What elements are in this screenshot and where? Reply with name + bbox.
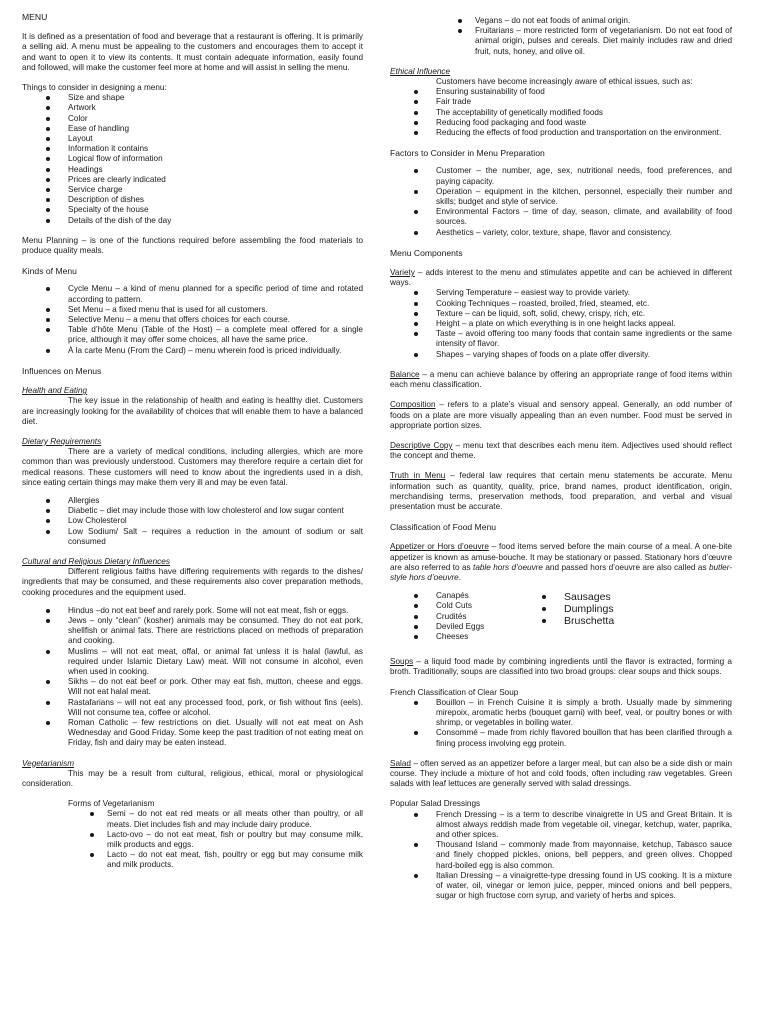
bullet-icon (46, 519, 50, 523)
french-classification-heading: French Classification of Clear Soup (390, 687, 519, 697)
list-item: Ensuring sustainability of food (390, 87, 732, 97)
bullet-icon (414, 169, 418, 173)
variety-term: Variety (390, 268, 415, 278)
appetizer-list-right (538, 591, 688, 627)
bullet-icon (46, 609, 50, 613)
bullet-icon (46, 219, 50, 223)
list-item: Sausages (538, 591, 688, 603)
dressings-list (390, 810, 732, 902)
menu-definition: It is defined as a presentation of food and beverage that a restaurant is offering. It is primarily a selling aid. A menu must be appealing to the customers and encourages them to accept it and want to open it to view its contents. It must contain adequate information, easily found and followed, will make the customer feel more at home and will assist in selling the menu. (22, 32, 363, 72)
bullet-icon (542, 619, 546, 623)
composition-term: Composition (390, 400, 436, 410)
bullet-icon (414, 813, 418, 817)
list-item: Reducing food packaging and food waste (390, 118, 732, 128)
left-column (22, 12, 363, 871)
bullet-icon (458, 19, 462, 23)
list-item: Thousand Island – commonly made from mayonnaise, ketchup, Tabasco sauce and finely chopped pickles, onions, bell peppers, and green olives. Chopped hard-boiled egg is also common. (390, 840, 732, 871)
list-item: Information it contains (22, 144, 363, 154)
bullet-icon (46, 157, 50, 161)
menu-title: MENU (22, 12, 48, 22)
health-text: The key issue in the relationship of health and eating is healthy diet. Customers are increasingly looking for the availability of choices that will enable them to have a balanced diet. (22, 396, 363, 426)
bullet-icon (414, 210, 418, 214)
veg-forms-list-continued (390, 16, 732, 57)
components-heading: Menu Components (390, 247, 463, 258)
bullet-icon (414, 302, 418, 306)
list-item: Specialty of the house (22, 205, 363, 215)
bullet-icon (414, 731, 418, 735)
list-item: Allergies (22, 496, 363, 506)
appetizer-examples (390, 591, 732, 647)
bullet-icon (414, 90, 418, 94)
bullet-icon (46, 208, 50, 212)
salad-text: Salad – often served as an appetizer before a larger meal, but can also be a side dish or main course. They include a mixture of hot and cold foods, often including raw vegetables. Green salads with leaf lettuces are generally served with salad dressings. (390, 758, 732, 789)
list-item: Selective Menu – a menu that offers choices for each course. (22, 315, 363, 325)
list-item: The acceptability of genetically modified foods (390, 108, 732, 118)
list-item: Lacto – do not eat meat, fish, poultry or egg but may consume milk and milk products. (22, 850, 363, 870)
cultural-text: Different religious faiths have differing requirements with regards to the dishes/ ingredients that may be consumed, and these requirements also cover preparation methods, cooking procedures and the equipment used. (22, 567, 363, 597)
list-item: Serving Temperature – easiest way to provide variety. (390, 288, 732, 298)
list-item: Italian Dressing – a vinaigrette-type dressing found in US cooking. It is a mixture of water, oil, vinegar or lemon juice, pepper, minced onions and bell peppers, sugar or high fructose corn syrup, and variety of herbs and spices. (390, 871, 732, 902)
list-item: Roman Catholic – few restrictions on diet. Usually will not eat meat on Ash Wednesday and Good Friday. Some keep the past tradition of not eating meat on Friday, fish and dairy may be eaten instead. (22, 718, 363, 749)
list-item: Ease of handling (22, 124, 363, 134)
bullet-icon (414, 291, 418, 295)
dietary-list (22, 496, 363, 547)
bullet-icon (46, 198, 50, 202)
list-item: Taste – avoid offering too many foods that contain same ingredients or the same intensity of flavor. (390, 329, 732, 349)
list-item: Height – a plate on which everything is in one height lacks appeal. (390, 319, 732, 329)
appetizer-term: Appetizer or Hors d’oeuvre (390, 542, 489, 552)
right-column (390, 12, 732, 901)
list-item: Low Sodium/ Salt – requires a reduction in the amount of sodium or salt consumed (22, 527, 363, 547)
bullet-icon (46, 117, 50, 121)
list-item: Table d’hôte Menu (Table of the Host) – a complete meal offered for a single price, although it may offer some choices, all have the same price. (22, 325, 363, 345)
factors-list (390, 166, 732, 237)
bullet-icon (414, 100, 418, 104)
clear-soup-list (390, 698, 732, 749)
cultural-list (22, 606, 363, 749)
list-item: Prices are clearly indicated (22, 175, 363, 185)
list-item: Deviled Eggs (390, 622, 530, 632)
bullet-icon (46, 127, 50, 131)
list-item: Rastafarians – will not eat any processed food, pork, or fish without fins (eels). Will not consume tea, coffee or alcohol. (22, 698, 363, 718)
list-item: Sikhs – do not eat beef or pork. Other may eat fish, mutton, cheese and eggs. Will not eat halal meat. (22, 677, 363, 697)
descriptive-copy-term: Descriptive Copy (390, 440, 453, 450)
list-item: Customer – the number, age, sex, nutritional needs, food preferences, and paying capacity. (390, 166, 732, 186)
list-item: Operation – equipment in the kitchen, personnel, especially their number and skills; budget and style of service. (390, 187, 732, 207)
bullet-icon (414, 121, 418, 125)
veg-forms-heading: Forms of Vegetarianism (68, 799, 155, 809)
bullet-icon (542, 607, 546, 611)
bullet-icon (46, 530, 50, 534)
influences-heading: Influences on Menus (22, 365, 102, 376)
bullet-icon (414, 111, 418, 115)
vegetarianism-text: This may be a result from cultural, religious, ethical, moral or physiological consideration. (22, 768, 363, 788)
balance-text: Balance – a menu can achieve balance by offering an appropriate range of food items within each menu classification. (390, 369, 732, 390)
bullet-icon (414, 190, 418, 194)
bullet-icon (46, 96, 50, 100)
bullet-icon (46, 721, 50, 725)
soups-text: Soups – a liquid food made by combining ingredients until the flavor is extracted, forming a broth. Traditionally, soups are classified into two broad groups: clear soups and thick soups. (390, 657, 732, 677)
health-heading: Health and Eating (22, 386, 88, 396)
consider-list (22, 93, 363, 226)
bullet-icon (46, 168, 50, 172)
composition-text: Composition – refers to a plate’s visual and sensory appeal. Generally, an odd number of foods on a plate are more visually appealing than an even number. Food must be served in appropriate portion sizes. (390, 400, 732, 430)
list-item: Description of dishes (22, 195, 363, 205)
list-item: Crudités (390, 612, 530, 622)
bullet-icon (90, 853, 94, 857)
bullet-icon (46, 318, 50, 322)
list-item: Consommé – made from richly flavored bouillon that has been clarified through a fining process involving egg protein. (390, 728, 732, 748)
list-item: Fruitarians – more restricted form of vegetarianism. Do not eat food of animal origin, pulses and cereals. Diet mainly includes raw and dried fruit, nuts, honey, and olive oil. (390, 26, 732, 57)
list-item: Semi – do not eat red meats or all meats other than poultry, or all meats. Diet includes fish and may include dairy produce. (22, 809, 363, 829)
list-item: Diabetic – diet may include those with low cholesterol and low sugar content (22, 506, 363, 516)
list-item: Details of the dish of the day (22, 216, 363, 226)
bullet-icon (46, 328, 50, 332)
bullet-icon (542, 595, 546, 599)
ethical-list (390, 87, 732, 138)
variety-text: Variety – adds interest to the menu and stimulates appetite and can be achieved in different ways. (390, 268, 732, 288)
bullet-icon (46, 701, 50, 705)
kinds-list (22, 284, 363, 355)
bullet-icon (46, 178, 50, 182)
bullet-icon (46, 509, 50, 513)
list-item: Bouillon – in French Cuisine it is simply a broth. Usually made by simmering mirepoix, aromatic herbs (bouquet garni) with beef, veal, or poultry bones or with shrimp, or vegetables in boiling water. (390, 698, 732, 729)
kinds-heading: Kinds of Menu (22, 266, 77, 277)
list-item: Bruschetta (538, 615, 688, 627)
appetizer-list-left (390, 591, 530, 642)
variety-list (390, 288, 732, 359)
list-item: French Dressing – is a term to describe vinaigrette in US and Great Britain. It is almost always reddish made from vegetable oil, vinegar, ketchup, water, paprika, and other spices. (390, 810, 732, 841)
bullet-icon (46, 287, 50, 291)
bullet-icon (414, 635, 418, 639)
dietary-text: There are a variety of medical conditions, including allergies, which are more common than was previously understood. Customers may therefore require a certain diet for medical reasons. These customers will need to know about the ingredients used in a dish, since eating certain things may make them very ill and may be even fatal. (22, 447, 363, 487)
bullet-icon (46, 188, 50, 192)
bullet-icon (46, 650, 50, 654)
bullet-icon (46, 680, 50, 684)
list-item: Cooking Techniques – roasted, broiled, fried, steamed, etc. (390, 299, 732, 309)
list-item: Shapes – varying shapes of foods on a plate offer diversity. (390, 350, 732, 360)
bullet-icon (414, 615, 418, 619)
list-item: Set Menu – a fixed menu that is used for all customers. (22, 305, 363, 315)
list-item: Low Cholesterol (22, 516, 363, 526)
bullet-icon (90, 812, 94, 816)
dietary-heading: Dietary Requirements (22, 436, 102, 446)
menu-planning-text: Menu Planning – is one of the functions required before assembling the food materials to produce quality meals. (22, 235, 363, 256)
classification-heading: Classification of Food Menu (390, 522, 497, 533)
list-item: Cold Cuts (390, 601, 530, 611)
salad-term: Salad (390, 758, 411, 768)
bullet-icon (414, 874, 418, 878)
list-item: Aesthetics – variety, color, texture, shape, flavor and consistency. (390, 228, 732, 238)
list-item: Cheeses (390, 632, 530, 642)
cultural-heading: Cultural and Religious Dietary Influences (22, 556, 170, 566)
bullet-icon (414, 604, 418, 608)
bullet-icon (46, 308, 50, 312)
list-item: Hindus –do not eat beef and rarely pork. Some will not eat meat, fish or eggs. (22, 606, 363, 616)
list-item: Texture – can be liquid, soft, solid, chewy, crispy, rich, etc. (390, 309, 732, 319)
bullet-icon (90, 833, 94, 837)
soups-term: Soups (390, 657, 414, 667)
bullet-icon (414, 701, 418, 705)
vegetarianism-heading: Vegetarianism (22, 758, 75, 768)
ethical-text: Customers have become increasingly aware of ethical issues, such as: (436, 77, 693, 87)
list-item: Lacto-ovo – do not eat meat, fish or poultry but may consume milk, milk products and eggs. (22, 830, 363, 850)
truth-in-menu-term: Truth in Menu (390, 471, 446, 481)
truth-in-menu-text: Truth in Menu – federal law requires that certain menu statements be accurate. Menu information such as quantity, quality, price, brand names, product identification, origin, merchandising terms, preservation methods, food preparation, and verbal and visual presentation must be accurate. (390, 471, 732, 511)
bullet-icon (414, 332, 418, 336)
list-item: Muslims – will not eat meat, offal, or animal fat unless it is halal (lawful, as required under Islamic Dietary Law) meat. Will not consume in alcohol, even when used in cooking. (22, 647, 363, 678)
list-item: Fair trade (390, 97, 732, 107)
bullet-icon (414, 312, 418, 316)
dressings-heading: Popular Salad Dressings (390, 799, 481, 809)
bullet-icon (46, 619, 50, 623)
factors-heading: Factors to Consider in Menu Preparation (390, 148, 545, 159)
bullet-icon (46, 137, 50, 141)
list-item: Environmental Factors – time of day, season, climate, and availability of food sources. (390, 207, 732, 227)
consider-intro: Things to consider in designing a menu: (22, 83, 167, 93)
bullet-icon (414, 231, 418, 235)
bullet-icon (458, 29, 462, 33)
list-item: Cycle Menu – a kind of menu planned for a specific period of time and rotated according to pattern. (22, 284, 363, 304)
bullet-icon (414, 843, 418, 847)
bullet-icon (414, 131, 418, 135)
list-item: Reducing the effects of food production and transportation on the environment. (390, 128, 732, 138)
ethical-heading: Ethical Influence (390, 66, 451, 76)
bullet-icon (414, 353, 418, 357)
list-item: Vegans – do not eat foods of animal origin. (390, 16, 732, 26)
bullet-icon (414, 594, 418, 598)
bullet-icon (46, 499, 50, 503)
list-item: Jews – only “clean” (kosher) animals may be consumed. They do not eat pork, shellfish or animal fats. There are restrictions placed on methods of preparation and cooking. (22, 616, 363, 647)
list-item: Logical flow of information (22, 154, 363, 164)
bullet-icon (46, 106, 50, 110)
veg-forms-list (22, 809, 363, 870)
list-item: Headings (22, 165, 363, 175)
bullet-icon (414, 625, 418, 629)
appetizer-text: Appetizer or Hors d’oeuvre – food items served before the main course of a meal. A one-bite appetizer is known as amuse-bouche. It may be stationary or passed. Stationary hors d’œuvre are also referred to as table hors d’oeuvre and passed hors d’oeuvre are also called as butler-style hors d’oeuvre. (390, 542, 733, 582)
bullet-icon (46, 349, 50, 353)
list-item: Layout (22, 134, 363, 144)
list-item: Service charge (22, 185, 363, 195)
list-item: Dumplings (538, 603, 688, 615)
list-item: Artwork (22, 103, 363, 113)
bullet-icon (46, 147, 50, 151)
descriptive-copy-text: Descriptive Copy – menu text that describes each menu item. Adjectives used should reflect the concept and theme. (390, 440, 732, 461)
list-item: Canapés (390, 591, 530, 601)
bullet-icon (414, 322, 418, 326)
balance-term: Balance (390, 369, 420, 379)
list-item: À la carte Menu (From the Card) – menu wherein food is priced individually. (22, 346, 363, 356)
list-item: Size and shape (22, 93, 363, 103)
list-item: Color (22, 114, 363, 124)
